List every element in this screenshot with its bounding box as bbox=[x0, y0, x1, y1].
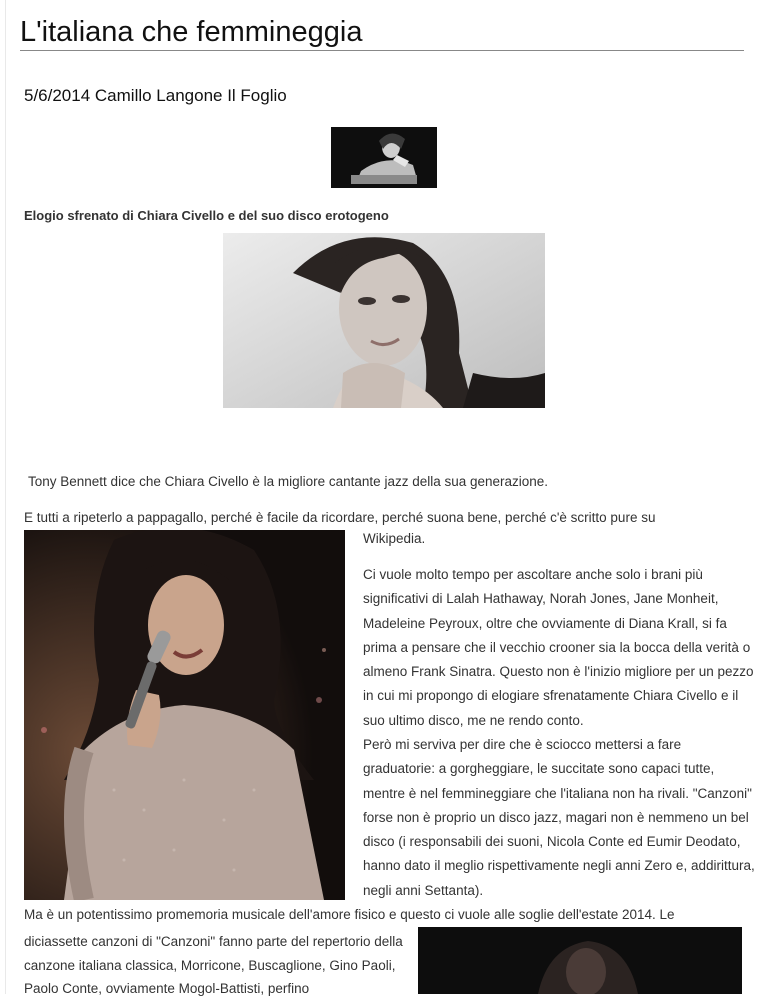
header-thumbnail-image bbox=[331, 127, 437, 188]
paragraph-5-line-1: Ma è un potentissimo promemoria musicale dell'amore fisico e questo ci vuole alle soglie dell'estate 2014. Le bbox=[24, 907, 675, 922]
paragraph-2-line-2: Wikipedia. bbox=[363, 531, 426, 546]
paragraph-3: Ci vuole molto tempo per ascoltare anche solo i brani più significativi di Lalah Hathaway, Norah Jones, Jane Monheit, Madeleine Peyroux, oltre che ovviamente di Diana Krall, si fa prima a pensare che il vecchio crooner sia la bocca della verità o almeno Frank Sinatra. Questo non è l'inizio migliore per un pezzo in cui mi propongo di elogiare sfrenatamente Chiara Civello e il suo ultimo disco, me ne rendo conto. bbox=[363, 567, 754, 728]
paragraph-2-line-1: E tutti a ripeterlo a pappagallo, perché è facile da ricordare, perché suona bene, perché c'è scritto pure su bbox=[24, 510, 656, 525]
paragraph-4: Però mi serviva per dire che è sciocco mettersi a fare graduatorie: a gorgheggiare, le succitate sono capaci tutte, mentre è nel femmineggiare che l'italiana non ha rivali. "Canzoni" forse non è proprio un disco jazz, magari non è nemmeno un bel disco (i responsabili dei suoni, Nicola Conte ed Eumir Deodato, hanno dato il meglio rispettivamente negli anni Zero e, addirittura, negli anni Settanta). bbox=[363, 737, 755, 898]
article-subheading: Elogio sfrenato di Chiara Civello e del suo disco erotogeno bbox=[24, 208, 389, 223]
paragraph-1: Tony Bennett dice che Chiara Civello è la migliore cantante jazz della sua generazione. bbox=[28, 474, 549, 489]
portrait-photo bbox=[223, 233, 545, 408]
page-edge-divider bbox=[5, 0, 6, 994]
page-title: L'italiana che femmineggia bbox=[20, 14, 744, 51]
article-byline: 5/6/2014 Camillo Langone Il Foglio bbox=[24, 86, 287, 105]
singer-stage-photo bbox=[24, 530, 345, 900]
paragraph-5-continued: diciassette canzoni di "Canzoni" fanno parte del repertorio della canzone italiana classica, Morricone, Buscaglione, Gino Paoli, Paolo Conte, ovviamente Mogol-Battisti, perfino bbox=[24, 934, 403, 996]
bottom-photo bbox=[418, 927, 742, 994]
